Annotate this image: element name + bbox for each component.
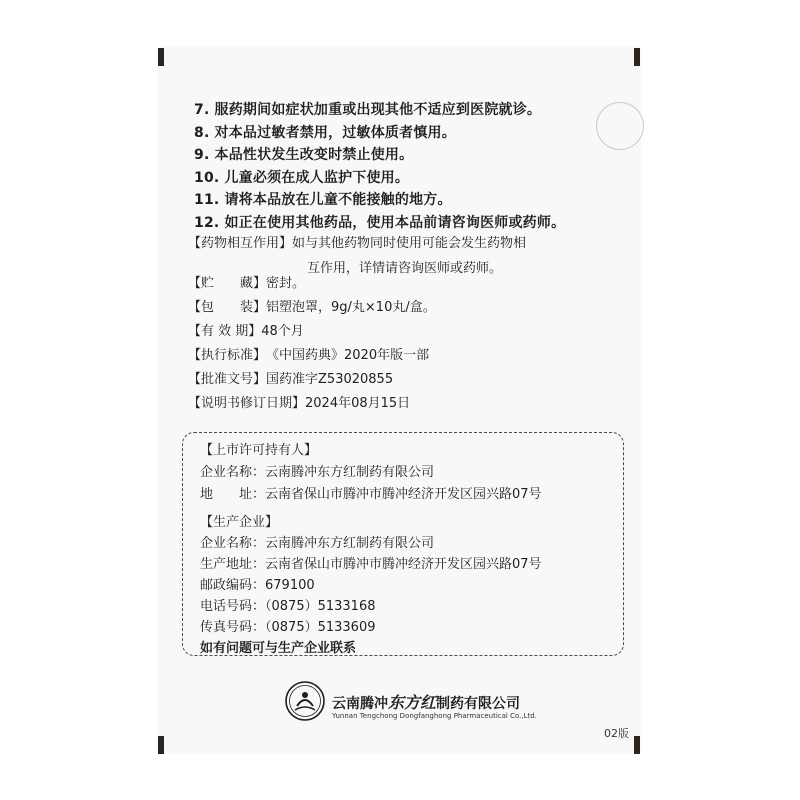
phone-value: （0875）5133168 <box>265 599 376 614</box>
license-holder-name <box>200 464 434 482</box>
precaution-item: 9. 本品性状发生改变时禁止使用。 <box>194 147 414 163</box>
precaution-item: 11. 请将本品放在儿童不能接触的地方。 <box>194 192 452 208</box>
name-label: 企业名称： <box>200 536 266 551</box>
footer-company-name <box>332 690 520 713</box>
license-holder-heading: 【上市许可持有人】 <box>200 443 318 458</box>
phone-label: 电话号码： <box>200 599 266 614</box>
address-value: 云南省保山市腾冲市腾冲经济开发区园兴路07号 <box>265 487 542 502</box>
shelf-life-field <box>188 322 304 342</box>
fax-value: （0875）5133609 <box>265 620 376 635</box>
address-value: 云南省保山市腾冲市腾冲经济开发区园兴路07号 <box>265 557 542 572</box>
address-label: 地 址： <box>200 487 266 502</box>
name-value: 云南腾冲东方红制药有限公司 <box>265 536 435 551</box>
field-label: 【有 效 期】 <box>188 324 262 339</box>
footer-name-prefix: 云南腾冲 <box>332 696 388 712</box>
postcode-label: 邮政编码： <box>200 578 266 593</box>
manufacturer-phone <box>200 598 376 616</box>
precaution-item: 12. 如正在使用其他药品，使用本品前请咨询医师或药师。 <box>194 214 566 231</box>
precaution-item: 7. 服药期间如症状加重或出现其他不适应到医院就诊。 <box>194 102 542 118</box>
standard-field <box>188 346 429 366</box>
postcode-value: 679100 <box>265 578 315 593</box>
footer-company-english: Yunnan Tengchong Dongfanghong Pharmaceutical Co.,Ltd. <box>332 712 537 720</box>
field-value: 国药准字Z53020855 <box>266 372 394 387</box>
interaction-text: 如与其他药物同时使用可能会发生药物相 <box>292 236 527 251</box>
field-value: 铝塑泡罩，9g/丸×10丸/盒。 <box>266 300 436 315</box>
packaging-field <box>188 298 436 318</box>
field-label: 【贮 藏】 <box>188 276 267 291</box>
interaction-field-cont <box>307 259 502 279</box>
fax-label: 传真号码： <box>200 620 266 635</box>
version-label: 02版 <box>604 727 629 740</box>
precautions-list <box>194 100 614 235</box>
field-label: 【执行标准】 <box>188 348 267 363</box>
revision-date-field <box>188 394 410 414</box>
precaution-item: 10. 儿童必须在成人监护下使用。 <box>194 169 410 186</box>
manufacturer-postcode <box>200 577 315 595</box>
field-value: 2024年08月15日 <box>305 396 411 411</box>
field-value: 《中国药典》2020年版一部 <box>266 348 430 363</box>
name-value: 云南腾冲东方红制药有限公司 <box>265 465 435 480</box>
interaction-text-cont: 互作用，详情请咨询医师或药师。 <box>307 261 503 276</box>
storage-field <box>188 274 305 294</box>
crop-mark <box>158 48 164 66</box>
crop-mark <box>634 48 640 66</box>
address-label: 生产地址： <box>200 557 266 572</box>
precaution-item: 8. 对本品过敏者禁用，过敏体质者慎用。 <box>194 124 456 141</box>
field-value: 48个月 <box>261 324 304 339</box>
interaction-label: 【药物相互作用】 <box>188 236 293 251</box>
field-label: 【批准文号】 <box>188 372 267 387</box>
company-logo-icon <box>284 680 326 722</box>
manufacturer-fax <box>200 619 376 637</box>
field-value: 密封。 <box>266 276 306 291</box>
manufacturer-heading: 【生产企业】 <box>200 515 279 530</box>
footer-name-suffix: 制药有限公司 <box>436 696 521 712</box>
contact-note: 如有问题可与生产企业联系 <box>200 641 357 656</box>
crop-mark <box>634 736 640 754</box>
field-label: 【包 装】 <box>188 300 267 315</box>
approval-number-field <box>188 370 393 390</box>
field-label: 【说明书修订日期】 <box>188 396 306 411</box>
manufacturer-name <box>200 535 434 553</box>
license-holder-address <box>200 486 542 504</box>
interaction-field <box>188 234 526 254</box>
name-label: 企业名称： <box>200 465 266 480</box>
manufacturer-address <box>200 556 542 574</box>
crop-mark <box>158 736 164 754</box>
footer-brand: 东方红 <box>388 693 437 712</box>
